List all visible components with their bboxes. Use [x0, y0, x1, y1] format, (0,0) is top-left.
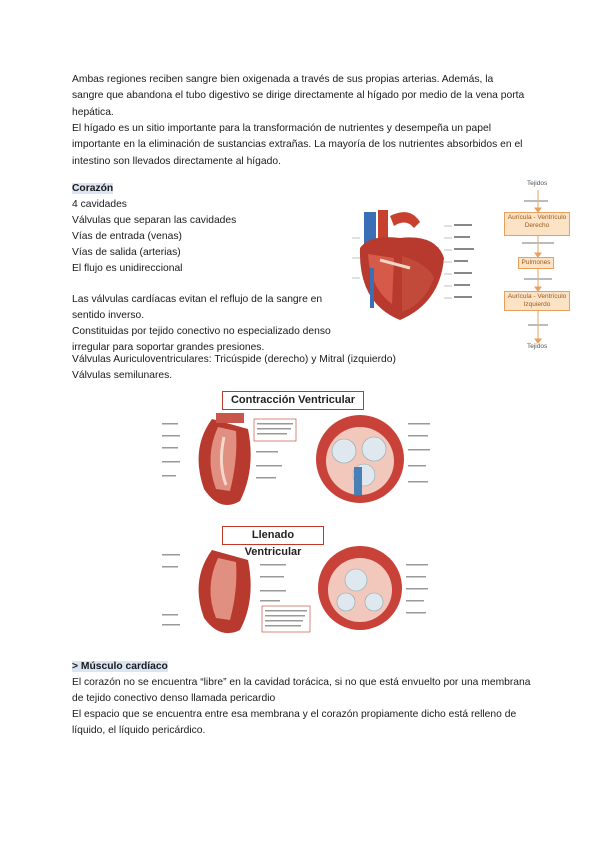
- musculo-heading: [72, 659, 168, 675]
- intro-paragraph-1: Ambas regiones reciben sangre bien oxigenada a través de sus propias arterias. Además, la sangre que abandona el tubo digestivo se dirige directamente al hígado por medio de la vena porta hepática.: [72, 74, 525, 118]
- contraction-figure: [160, 409, 436, 515]
- flow-top-label: Tejidos: [527, 180, 548, 187]
- corazon-heading-text: Corazón: [72, 183, 114, 194]
- corazon-line-1: 4 cavidades: [72, 199, 127, 210]
- corazon-line-4: Vías de salida (arterias): [72, 247, 181, 258]
- flow-right-heart-box: Aurícula - Ventrículo Derecho: [504, 212, 570, 236]
- corazon-line-5: El flujo es unidireccional: [72, 263, 183, 274]
- musculo-paragraph-1: El corazón no se encuentra “libre” en la cavidad torácica, si no que está envuelto por una membrana de tejido conectivo denso llamada pericardio: [72, 677, 531, 705]
- corazon-line-2: Válvulas que separan las cavidades: [72, 215, 237, 226]
- tissue-paragraph: Constituidas por tejido conectivo no especializado denso irregular para soportar grandes presiones.: [72, 326, 331, 354]
- av-valves-line: Válvulas Auriculoventriculares: Tricúspide (derecho) y Mitral (izquierdo): [72, 354, 396, 365]
- flow-arrows: [504, 186, 574, 346]
- intro-paragraph-2: El hígado es un sitio importante para la transformación de nutrientes y desempeña un papel importante en la eliminación de sustancias extrañas. La mayoría de los nutrientes absorbidos en el intestino son llevados directamente al hígado.: [72, 123, 523, 167]
- filling-figure: [160, 544, 436, 640]
- valves-paragraph: Las válvulas cardíacas evitan el reflujo de la sangre en sentido inverso.: [72, 294, 323, 322]
- flow-lungs-box: Pulmones: [518, 257, 554, 269]
- musculo-paragraph-2: El espacio que se encuentra entre esa membrana y el corazón propiamente dicho está relleno de líquido, el líquido pericárdico.: [72, 709, 517, 737]
- corazon-line-3: Vías de entrada (venas): [72, 231, 182, 242]
- contraction-title: Contracción Ventricular: [222, 391, 364, 410]
- corazon-heading: [72, 181, 113, 197]
- flow-bottom-label: Tejidos: [527, 343, 548, 350]
- musculo-heading-text: > Músculo cardíaco: [72, 661, 168, 672]
- semilunar-valves-line: Válvulas semilunares.: [72, 370, 173, 381]
- filling-title: Llenado Ventricular: [222, 526, 324, 545]
- flow-left-heart-box: Aurícula - Ventrículo Izquierdo: [504, 291, 570, 311]
- heart-anatomy-image: [340, 208, 480, 326]
